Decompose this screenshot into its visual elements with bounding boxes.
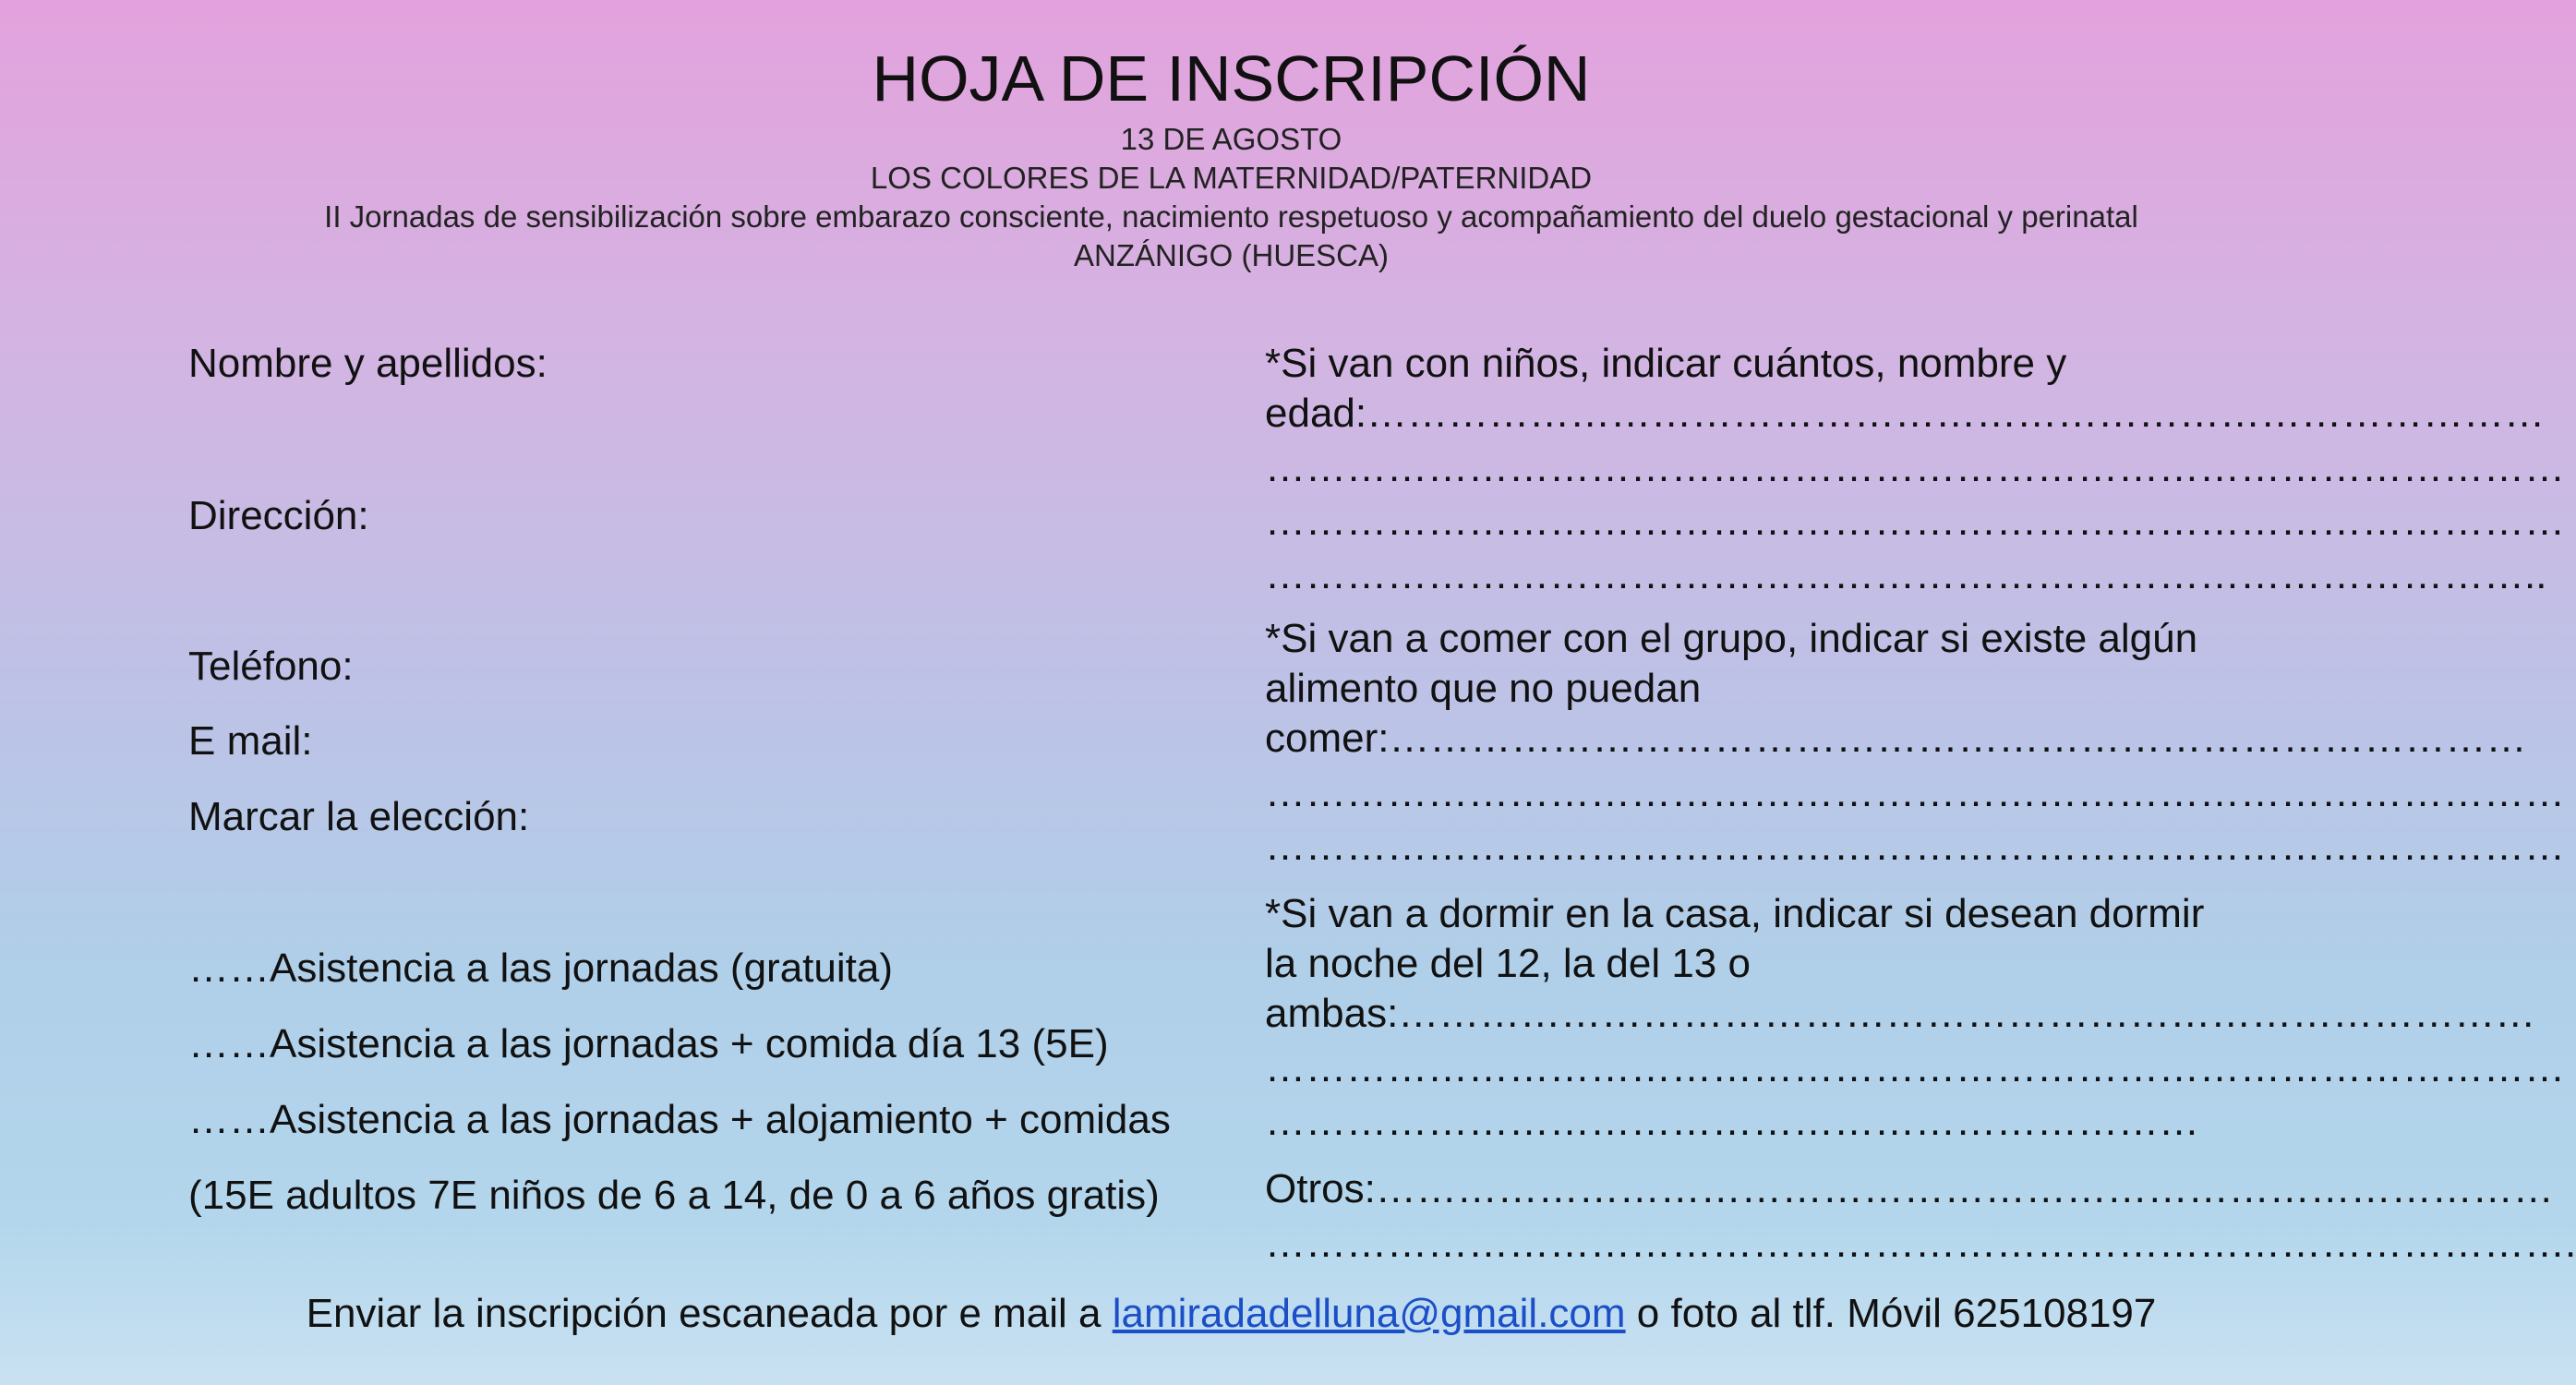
food-fill-line[interactable]: …………………………………………………………………………………… [1265, 770, 2565, 815]
option-free-attendance[interactable]: ……Asistencia a las jornadas (gratuita) [188, 945, 893, 991]
event-description: II Jornadas de sensibilización sobre embarazo consciente, nacimiento respetuoso y acompañamiento del duelo gestacional y perinatal [324, 199, 2138, 234]
page-title: HOJA DE INSCRIPCIÓN [872, 42, 1591, 114]
footer-text-after: o foto al tlf. Móvil 625108197 [1625, 1291, 2157, 1336]
sleep-fill-line[interactable]: ambas:………………………………………………………………………… [1265, 991, 2536, 1036]
footer-text-before: Enviar la inscripción escaneada por e mail a [306, 1291, 1113, 1336]
food-question-cont: alimento que no puedan [1265, 666, 1702, 711]
children-fill-line[interactable]: …………………………………………………………………………………… [1265, 499, 2565, 544]
email-link[interactable]: lamiradadelluna@gmail.com [1112, 1291, 1626, 1336]
footer-instructions [0, 1289, 2462, 1339]
food-fill-line[interactable]: …………………………………………………………………………………… [1265, 824, 2565, 869]
sleep-question: *Si van a dormir en la casa, indicar si desean dormir [1265, 891, 2205, 936]
event-name: LOS COLORES DE LA MATERNIDAD/PATERNIDAD [870, 161, 1593, 195]
prices-note: (15E adultos 7E niños de 6 a 14, de 0 a 6 años gratis) [188, 1173, 1160, 1218]
event-date: 13 DE AGOSTO [1120, 122, 1342, 156]
header [0, 37, 2462, 275]
children-fill-line[interactable]: ………………………………………………………………………………….. [1265, 552, 2547, 597]
children-question: *Si van con niños, indicar cuántos, nombre y [1265, 341, 2067, 386]
others-fill-line[interactable]: Otros:…………………………………………………………………………… [1265, 1166, 2554, 1211]
sleep-fill-line[interactable]: …………………………………………………………………………………… [1265, 1045, 2565, 1090]
food-fill-line[interactable]: comer:………………………………………………………………………… [1265, 716, 2527, 761]
sleep-question-cont: la noche del 12, la del 13 o [1265, 941, 1751, 986]
option-attendance-meal[interactable]: ……Asistencia a las jornadas + comida día 13 (5E) [188, 1021, 1109, 1066]
address-field-label[interactable]: Dirección: [188, 493, 369, 538]
event-location: ANZÁNIGO (HUESCA) [1073, 238, 1390, 272]
food-question: *Si van a comer con el grupo, indicar si existe algún [1265, 616, 2198, 661]
children-fill-line[interactable]: …………………………………………………………………………………… [1265, 445, 2565, 490]
email-field-label[interactable]: E mail: [188, 718, 313, 764]
option-attendance-lodging[interactable]: ……Asistencia a las jornadas + alojamiento + comidas [188, 1097, 1171, 1142]
phone-field-label[interactable]: Teléfono: [188, 644, 354, 689]
children-age-line[interactable]: edad:…………………………………………………………………………… [1265, 391, 2546, 436]
others-fill-line[interactable]: ……………………………………………………………………………………. [1265, 1221, 2576, 1266]
choice-label: Marcar la elección: [188, 794, 530, 839]
sleep-fill-line[interactable]: …………………………………………………………… [1265, 1099, 2199, 1144]
name-field-label[interactable]: Nombre y apellidos: [188, 341, 548, 386]
